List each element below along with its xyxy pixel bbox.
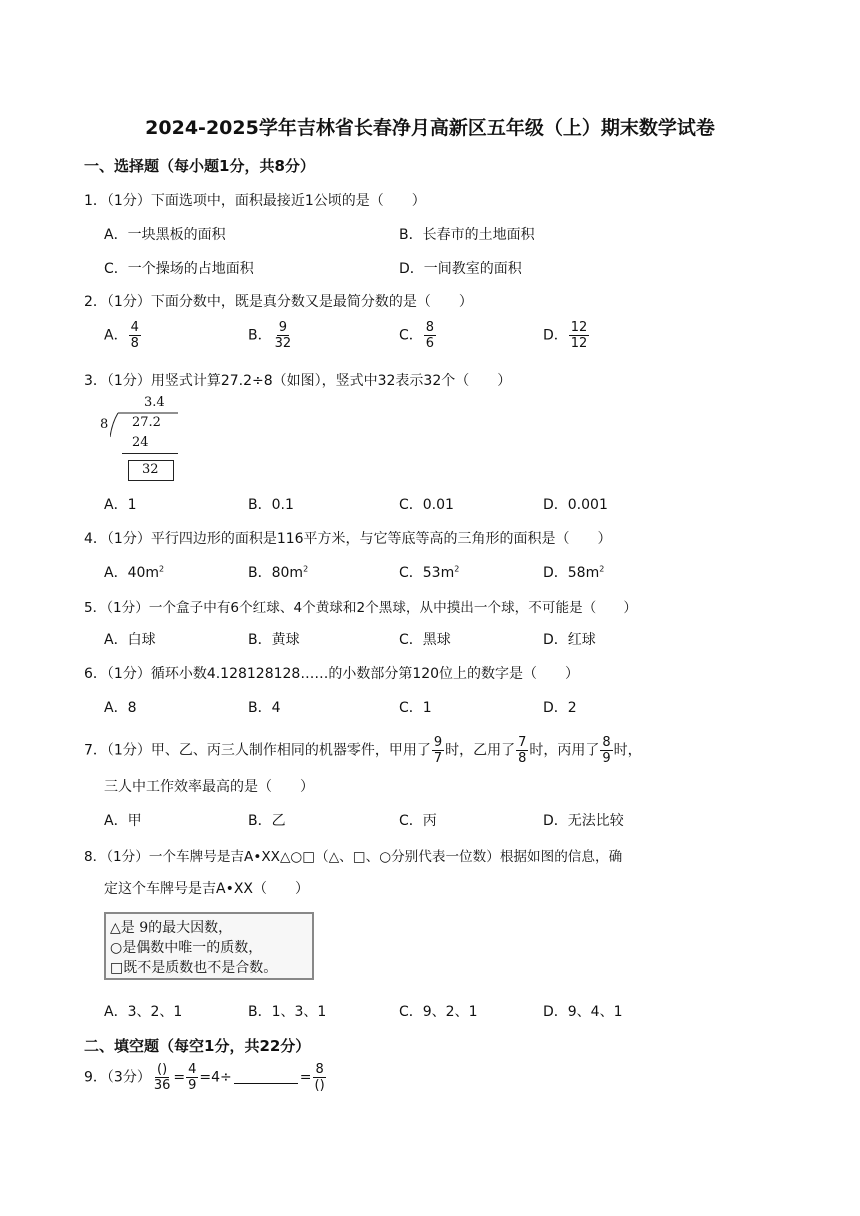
q4-option-b [248,562,308,582]
question-8-line-2: 定这个车牌号是吉A•XX（ ） [104,881,310,897]
denominator: 9 [602,751,611,766]
fraction [516,735,528,766]
equals-sign: = [173,1069,186,1086]
q2-option-a [104,320,142,351]
q8-option-b: B．1、3、1 [248,1004,327,1020]
fraction [186,1062,198,1093]
q6-option-b: B．4 [248,700,281,716]
numerator: 8 [425,320,435,335]
q5-option-c: C．黑球 [399,632,451,648]
q7-option-a: A．甲 [104,813,142,829]
section-heading-choice: 一、选择题（每小题1分，共8分） [84,157,315,175]
numerator: 4 [130,320,139,335]
denominator: 36 [153,1078,171,1093]
q6-option-d: D．2 [543,700,577,716]
q5-option-b: B．黄球 [248,632,300,648]
fraction [569,320,590,351]
q2-option-c [399,320,437,351]
q7-text: 时，丙用了 [529,742,600,759]
dividend: 27.2 [132,415,161,430]
answer-blank[interactable] [234,1071,298,1084]
q1-option-d: D．一间教室的面积 [399,261,522,277]
fraction [129,320,141,351]
q6-option-a: A．8 [104,700,137,716]
numerator: 9 [278,320,288,335]
q7-option-d: D．无法比较 [543,813,624,829]
option-label: B． [248,327,272,344]
superscript: 2 [159,564,165,574]
q1-option-c: C．一个操场的占地面积 [104,261,254,277]
question-2: 2．（1分）下面分数中，既是真分数又是最简分数的是（ ） [84,294,473,310]
denominator: 32 [274,336,292,351]
numerator: 9 [433,735,443,750]
hint-line: △是 9的最大因数， [110,920,233,936]
q7-option-c: C．丙 [399,813,437,829]
option-text: C．53m [399,565,455,581]
q3-option-d: D．0.001 [543,497,608,513]
q7-text: 时， [613,742,642,759]
option-text: A．40m [104,565,160,581]
denominator: 8 [130,336,139,351]
hint-line: ○是偶数中唯一的质数， [110,940,263,956]
q8-option-a: A．3、2、1 [104,1004,183,1020]
numerator: 7 [518,735,527,750]
division-expression: =4÷ [199,1069,232,1086]
denominator: 9 [188,1078,197,1093]
equals-sign: = [299,1069,312,1086]
hint-line: □既不是质数也不是合数。 [110,960,278,976]
option-text: B．80m [248,565,304,581]
q7-text: 时，乙用了 [445,742,516,759]
question-7-line-1 [84,735,642,766]
fraction [600,735,612,766]
q3-option-a: A．1 [104,497,137,513]
denominator: 8 [518,751,527,766]
question-5: 5．（1分）一个盒子中有6个红球、4个黄球和2个黑球，从中摸出一个球，不可能是（ ） [84,600,638,616]
option-label: D． [543,327,568,344]
q8-option-d: D．9、4、1 [543,1004,623,1020]
q7-option-b: B．乙 [248,813,286,829]
numerator: 8 [602,735,611,750]
option-text: D．58m [543,565,600,581]
numerator: 4 [188,1062,197,1077]
denominator: () [314,1078,325,1093]
denominator: 7 [433,751,443,766]
denominator: 12 [570,336,588,351]
fraction [424,320,436,351]
denominator: 6 [425,336,435,351]
section-heading-fill: 二、填空题（每空1分，共22分） [84,1037,311,1055]
question-1: 1．（1分）下面选项中，面积最接近1公顷的是（ ） [84,193,426,209]
q3-option-b: B．0.1 [248,497,294,513]
q4-option-d [543,562,604,582]
q5-option-a: A．白球 [104,632,156,648]
q8-option-c: C．9、2、1 [399,1004,478,1020]
superscript: 2 [599,564,605,574]
q4-option-c [399,562,459,582]
fraction [152,1062,173,1093]
question-7-line-2: 三人中工作效率最高的是（ ） [104,779,314,795]
division-rule [122,453,178,454]
quotient: 3.4 [144,395,165,410]
fraction [432,735,444,766]
hint-box [104,912,314,980]
fraction [273,320,294,351]
partial-product: 24 [132,435,149,450]
q4-option-a [104,562,164,582]
numerator: 12 [570,320,588,335]
numerator: 8 [315,1062,324,1077]
question-6: 6．（1分）循环小数4.128128128……的小数部分第120位上的数字是（ ） [84,666,580,682]
option-label: C． [399,327,423,344]
q2-option-b [248,320,294,351]
q1-option-b: B．长春市的土地面积 [399,227,535,243]
question-9 [84,1062,328,1093]
q2-option-d [543,320,590,351]
question-3: 3．（1分）用竖式计算27.2÷8（如图），竖式中32表示32个（ ） [84,373,512,389]
long-division-figure [98,395,184,485]
q9-label: 9．（3分） [84,1069,151,1086]
question-8-line-1: 8．（1分）一个车牌号是吉A•XX△○□（△、□、○分别代表一位数）根据如图的信息，确 [84,849,623,865]
q5-option-d: D．红球 [543,632,596,648]
option-label: A． [104,327,128,344]
q1-option-a: A．一块黑板的面积 [104,227,226,243]
fraction [313,1062,327,1093]
question-4: 4．（1分）平行四边形的面积是116平方米，与它等底等高的三角形的面积是（ ） [84,531,612,547]
q7-text: 7．（1分）甲、乙、丙三人制作相同的机器零件，甲用了 [84,742,431,759]
divisor: 8 [100,417,109,432]
q3-option-c: C．0.01 [399,497,454,513]
superscript: 2 [303,564,309,574]
remainder-text: 32 [142,462,159,477]
numerator: () [157,1062,168,1077]
superscript: 2 [454,564,460,574]
q6-option-c: C．1 [399,700,432,716]
page-title: 2024-2025学年吉林省长春净月高新区五年级（上）期末数学试卷 [145,117,715,139]
